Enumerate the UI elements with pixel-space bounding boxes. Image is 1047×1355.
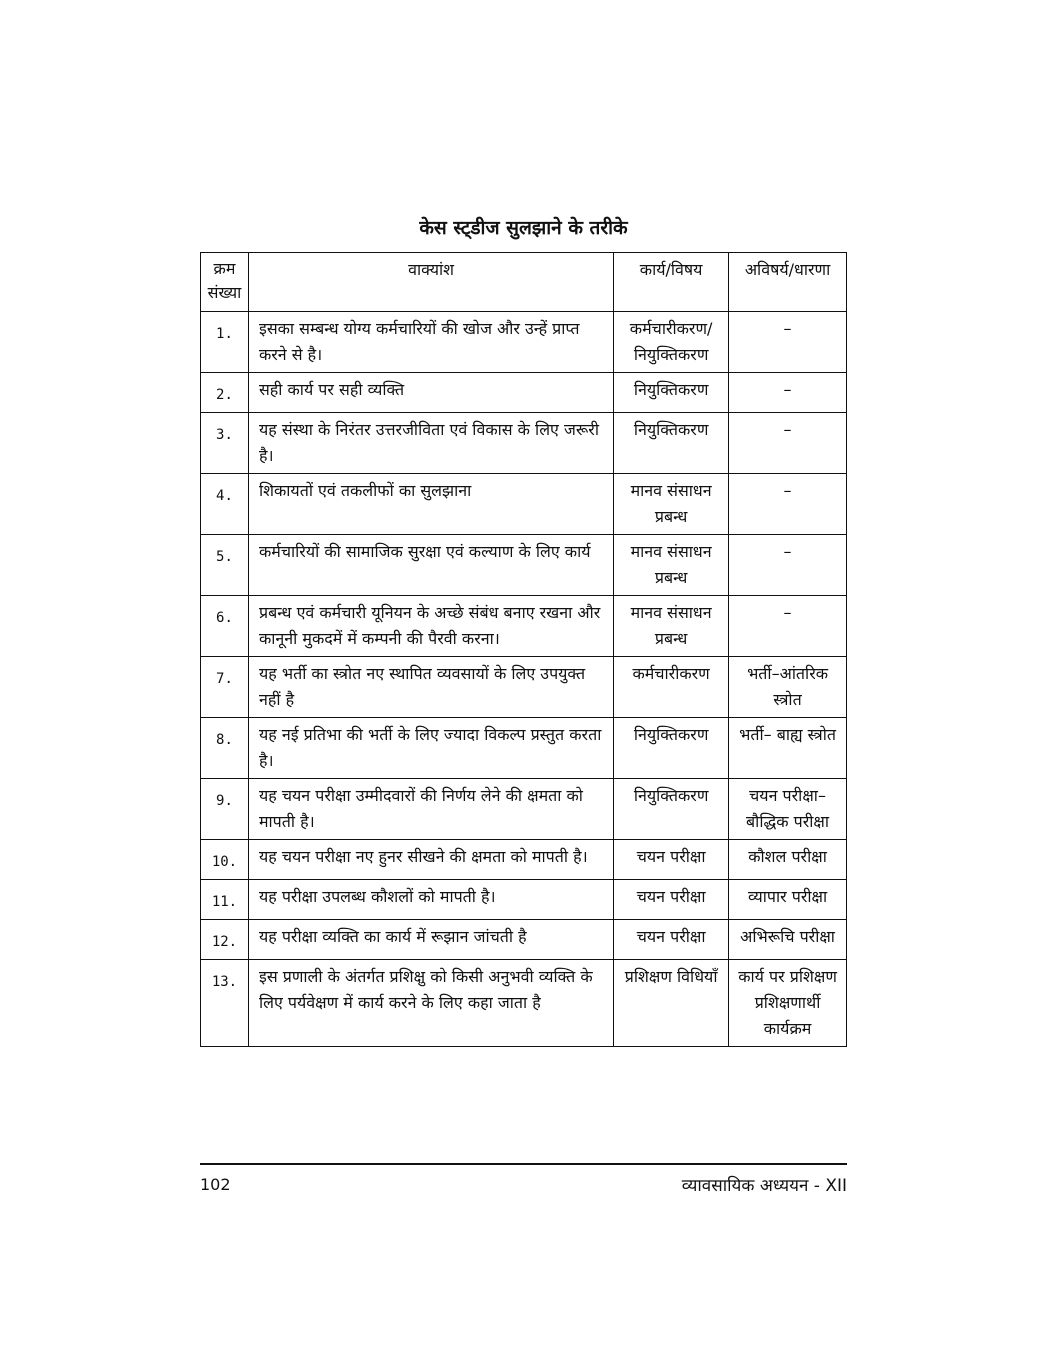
- row-phrase: सही कार्य पर सही व्यक्ति: [248, 373, 613, 413]
- row-concept: –: [729, 373, 847, 413]
- row-subject: चयन परीक्षा: [614, 880, 729, 920]
- row-subject: नियुक्तिकरण: [614, 779, 729, 840]
- table-row: [201, 880, 847, 920]
- row-phrase: इसका सम्बन्ध योग्य कर्मचारियों की खोज और उन्हें प्राप्त करने से है।: [248, 312, 613, 373]
- row-subject: नियुक्तिकरण: [614, 413, 729, 474]
- table-row: [201, 535, 847, 596]
- table-row: [201, 840, 847, 880]
- row-number: 11.: [201, 880, 249, 920]
- table-row: [201, 413, 847, 474]
- table-row: [201, 920, 847, 960]
- row-subject: चयन परीक्षा: [614, 920, 729, 960]
- footer-divider: [200, 1163, 847, 1165]
- row-phrase: इस प्रणाली के अंतर्गत प्रशिक्षु को किसी अनुभवी व्यक्ति के लिए पर्यवेक्षण में कार्य करने के लिए कहा जाता है: [248, 960, 613, 1047]
- row-number: 1.: [201, 312, 249, 373]
- row-concept: व्यापार परीक्षा: [729, 880, 847, 920]
- row-concept: –: [729, 474, 847, 535]
- row-phrase: यह नई प्रतिभा की भर्ती के लिए ज्यादा विकल्प प्रस्तुत करता है।: [248, 718, 613, 779]
- case-study-table: [200, 252, 847, 1047]
- row-subject: मानव संसाधन प्रबन्ध: [614, 596, 729, 657]
- book-title: व्यावसायिक अध्ययन - XII: [681, 1176, 847, 1196]
- row-number: 2.: [201, 373, 249, 413]
- row-number: 8.: [201, 718, 249, 779]
- row-phrase: यह चयन परीक्षा नए हुनर सीखने की क्षमता को मापती है।: [248, 840, 613, 880]
- table-row: [201, 657, 847, 718]
- row-phrase: यह परीक्षा व्यक्ति का कार्य में रूझान जांचती है: [248, 920, 613, 960]
- table-row: [201, 779, 847, 840]
- header-serial-number: क्रम संख्या: [201, 253, 249, 312]
- row-subject: कर्मचारीकरण: [614, 657, 729, 718]
- table-row: [201, 312, 847, 373]
- header-subject: कार्य/विषय: [614, 253, 729, 312]
- row-number: 4.: [201, 474, 249, 535]
- table-row: [201, 718, 847, 779]
- row-phrase: यह संस्था के निरंतर उत्तरजीविता एवं विकास के लिए जरूरी है।: [248, 413, 613, 474]
- row-concept: –: [729, 535, 847, 596]
- row-subject: नियुक्तिकरण: [614, 373, 729, 413]
- header-phrase: वाक्यांश: [248, 253, 613, 312]
- table-row: [201, 474, 847, 535]
- row-subject: प्रशिक्षण विधियाँ: [614, 960, 729, 1047]
- page-title: केस स्ट्डीज सुलझाने के तरीके: [419, 217, 628, 239]
- row-subject: मानव संसाधन प्रबन्ध: [614, 474, 729, 535]
- table-row: [201, 373, 847, 413]
- row-concept: कार्य पर प्रशिक्षण प्रशिक्षणार्थी कार्यक्रम: [729, 960, 847, 1047]
- row-number: 7.: [201, 657, 249, 718]
- row-concept: –: [729, 312, 847, 373]
- row-number: 5.: [201, 535, 249, 596]
- table-row: [201, 596, 847, 657]
- row-phrase: प्रबन्ध एवं कर्मचारी यूनियन के अच्छे संबंध बनाए रखना और कानूनी मुकदमें में कम्पनी की पैरवी करना।: [248, 596, 613, 657]
- row-subject: कर्मचारीकरण/ नियुक्तिकरण: [614, 312, 729, 373]
- row-concept: भर्ती–आंतरिक स्त्रोत: [729, 657, 847, 718]
- row-concept: अभिरूचि परीक्षा: [729, 920, 847, 960]
- row-concept: कौशल परीक्षा: [729, 840, 847, 880]
- row-subject: चयन परीक्षा: [614, 840, 729, 880]
- row-subject: नियुक्तिकरण: [614, 718, 729, 779]
- row-phrase: शिकायतों एवं तकलीफों का सुलझाना: [248, 474, 613, 535]
- row-number: 13.: [201, 960, 249, 1047]
- table-header-row: [201, 253, 847, 312]
- header-concept: अविषर्य/धारणा: [729, 253, 847, 312]
- row-phrase: यह चयन परीक्षा उम्मीदवारों की निर्णय लेने की क्षमता को मापती है।: [248, 779, 613, 840]
- row-phrase: यह भर्ती का स्त्रोत नए स्थापित व्यवसायों के लिए उपयुक्त नहीं है: [248, 657, 613, 718]
- row-phrase: कर्मचारियों की सामाजिक सुरक्षा एवं कल्याण के लिए कार्य: [248, 535, 613, 596]
- row-concept: भर्ती– बाह्य स्त्रोत: [729, 718, 847, 779]
- page-number: 102: [200, 1175, 231, 1194]
- row-number: 9.: [201, 779, 249, 840]
- row-number: 10.: [201, 840, 249, 880]
- table-row: [201, 960, 847, 1047]
- row-number: 3.: [201, 413, 249, 474]
- row-subject: मानव संसाधन प्रबन्ध: [614, 535, 729, 596]
- row-number: 6.: [201, 596, 249, 657]
- row-concept: –: [729, 413, 847, 474]
- row-phrase: यह परीक्षा उपलब्ध कौशलों को मापती है।: [248, 880, 613, 920]
- row-concept: चयन परीक्षा– बौद्धिक परीक्षा: [729, 779, 847, 840]
- row-concept: –: [729, 596, 847, 657]
- row-number: 12.: [201, 920, 249, 960]
